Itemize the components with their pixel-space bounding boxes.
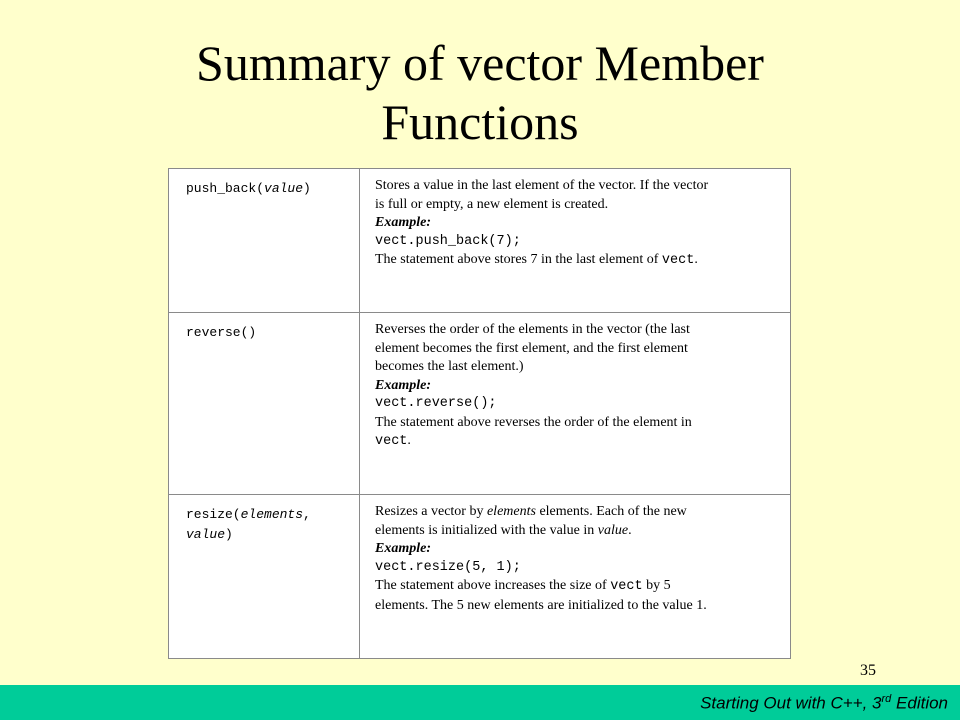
table-row-resize: [169, 494, 790, 659]
footer-bar: [0, 685, 960, 720]
table-row-reverse: [169, 312, 790, 495]
description-text: The statement above increases the size of: [375, 578, 611, 593]
inline-code: vect: [375, 434, 408, 449]
description-line: elements. The 5 new elements are initialized to the value 1.: [375, 597, 707, 613]
footer-superscript: rd: [881, 693, 892, 705]
function-name-reverse: [186, 323, 356, 343]
description-text: elements is initialized with the value in: [375, 522, 598, 538]
description-line: element becomes the first element, and the first element: [375, 340, 688, 356]
description-line: [375, 577, 775, 597]
function-name-resize: [186, 505, 356, 545]
example-code: vect.resize(5, 1);: [375, 559, 521, 575]
inline-code: vect: [661, 253, 695, 268]
description-line: The statement above reverses the order of the element in: [375, 414, 692, 430]
description-text: elements. Each of the new: [535, 504, 687, 519]
description-line: Reverses the order of the elements in the vector (the last: [375, 322, 690, 337]
function-description-push-back: [375, 177, 775, 271]
description-line: is full or empty, a new element is created.: [375, 196, 609, 212]
description-text: .: [628, 522, 632, 538]
name-line: [186, 525, 356, 545]
name-text: push_back(: [186, 181, 265, 196]
description-text: .: [407, 433, 411, 448]
function-description-resize: [375, 503, 775, 615]
name-text: ): [225, 527, 233, 542]
function-name-push-back: [186, 179, 356, 199]
name-text: ,: [303, 507, 311, 522]
name-param: value: [186, 527, 226, 542]
description-italic: value: [597, 522, 629, 538]
example-label: Example:: [375, 215, 431, 230]
description-line: Stores a value in the last element of the vector. If the vector: [375, 178, 709, 193]
description-line: [375, 522, 775, 541]
slide-title-line-2: Functions: [381, 94, 579, 150]
footer-text: Starting Out with C++, 3: [700, 693, 882, 713]
footer-text: Edition: [891, 693, 948, 713]
member-functions-table: [168, 168, 791, 659]
example-label: Example:: [375, 541, 431, 556]
description-line: becomes the last element.): [375, 359, 524, 374]
description-italic: elements: [486, 504, 536, 519]
name-param: elements: [240, 507, 304, 522]
example-code: vect.push_back(7);: [375, 233, 521, 249]
inline-code: vect: [610, 579, 643, 594]
name-text: ): [303, 181, 311, 196]
description-text: The statement above stores 7 in the last element of: [375, 252, 662, 267]
slide-title-line-1: Summary of vector Member: [196, 35, 764, 91]
description-line: [375, 251, 775, 271]
description-text: by 5: [642, 578, 671, 593]
description-line: [375, 503, 775, 522]
page-number: 35: [860, 662, 876, 679]
slide-title: [0, 34, 960, 152]
name-text: reverse(): [186, 325, 257, 340]
description-text: Resizes a vector by: [375, 504, 487, 519]
name-param: value: [264, 181, 304, 196]
name-text: resize(: [186, 507, 241, 522]
footer-book-title: [700, 693, 948, 714]
table-row-push-back: [169, 169, 790, 312]
function-description-reverse: [375, 321, 775, 452]
description-line: [375, 432, 775, 452]
example-label: Example:: [375, 377, 431, 393]
example-code: vect.reverse();: [375, 396, 497, 411]
description-text: .: [694, 252, 698, 267]
name-line: [186, 505, 356, 525]
